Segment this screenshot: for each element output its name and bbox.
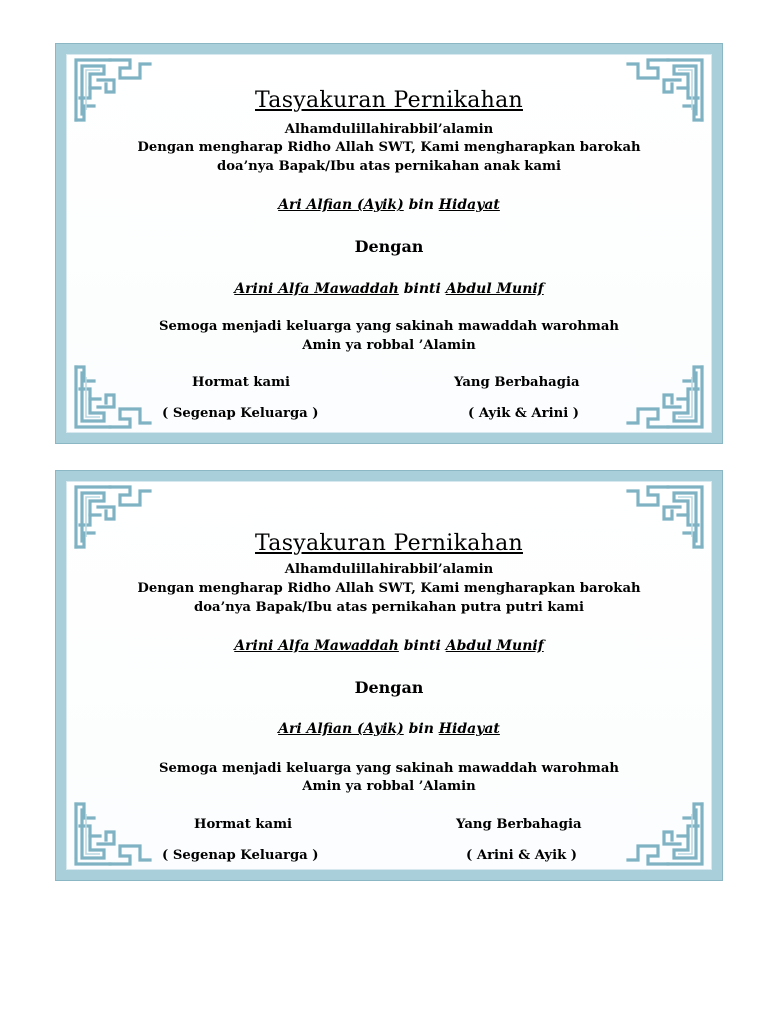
message-line: Dengan mengharap Ridho Allah SWT, Kami mengharapkan barokah: [137, 581, 641, 596]
card-title: Tasyakuran Pernikahan: [255, 531, 523, 556]
left-signature: ( Segenap Keluarga ): [162, 848, 319, 863]
connector-word: Dengan: [354, 237, 424, 256]
parent-name: Hidayat: [438, 197, 500, 213]
invitation-card-1: [55, 43, 723, 444]
left-signature-heading: Hormat kami: [194, 817, 293, 832]
right-signature-heading: Yang Berbahagia: [456, 817, 582, 832]
invitation-card-2: [55, 470, 723, 881]
parent-name: Abdul Munif: [445, 281, 544, 297]
person-name: Arini Alfa Mawaddah: [234, 638, 399, 654]
message-line: doa’nya Bapak/Ibu atas pernikahan anak kami: [217, 159, 561, 174]
relation-word: bin: [408, 197, 434, 213]
wish-line: Amin ya robbal ’Alamin: [302, 779, 476, 794]
message-line: doa’nya Bapak/Ibu atas pernikahan putra putri kami: [194, 600, 584, 615]
card-title: Tasyakuran Pernikahan: [255, 88, 523, 113]
wish-line: Semoga menjadi keluarga yang sakinah mawaddah warohmah: [159, 761, 619, 776]
person-name: Arini Alfa Mawaddah: [234, 281, 399, 297]
bride-line: [56, 638, 722, 654]
relation-word: binti: [403, 638, 441, 654]
person-name: Ari Alfian (Ayik): [278, 197, 404, 213]
parent-name: Abdul Munif: [445, 638, 544, 654]
message-line: Dengan mengharap Ridho Allah SWT, Kami mengharapkan barokah: [137, 140, 641, 155]
relation-word: bin: [408, 721, 434, 737]
right-signature-heading: Yang Berbahagia: [454, 375, 580, 390]
groom-line: [56, 721, 722, 737]
greeting-line: Alhamdulillahirabbil’alamin: [284, 562, 494, 577]
left-signature-heading: Hormat kami: [192, 375, 291, 390]
greeting-line: Alhamdulillahirabbil’alamin: [284, 122, 494, 137]
right-signature: ( Ayik & Arini ): [468, 406, 580, 421]
parent-name: Hidayat: [438, 721, 500, 737]
relation-word: binti: [403, 281, 441, 297]
right-signature: ( Arini & Ayik ): [466, 848, 578, 863]
bride-line: [56, 281, 722, 297]
person-name: Ari Alfian (Ayik): [278, 721, 404, 737]
wish-line: Amin ya robbal ’Alamin: [302, 338, 476, 353]
left-signature: ( Segenap Keluarga ): [162, 406, 319, 421]
groom-line: [56, 197, 722, 213]
connector-word: Dengan: [354, 678, 424, 697]
wish-line: Semoga menjadi keluarga yang sakinah mawaddah warohmah: [159, 319, 619, 334]
